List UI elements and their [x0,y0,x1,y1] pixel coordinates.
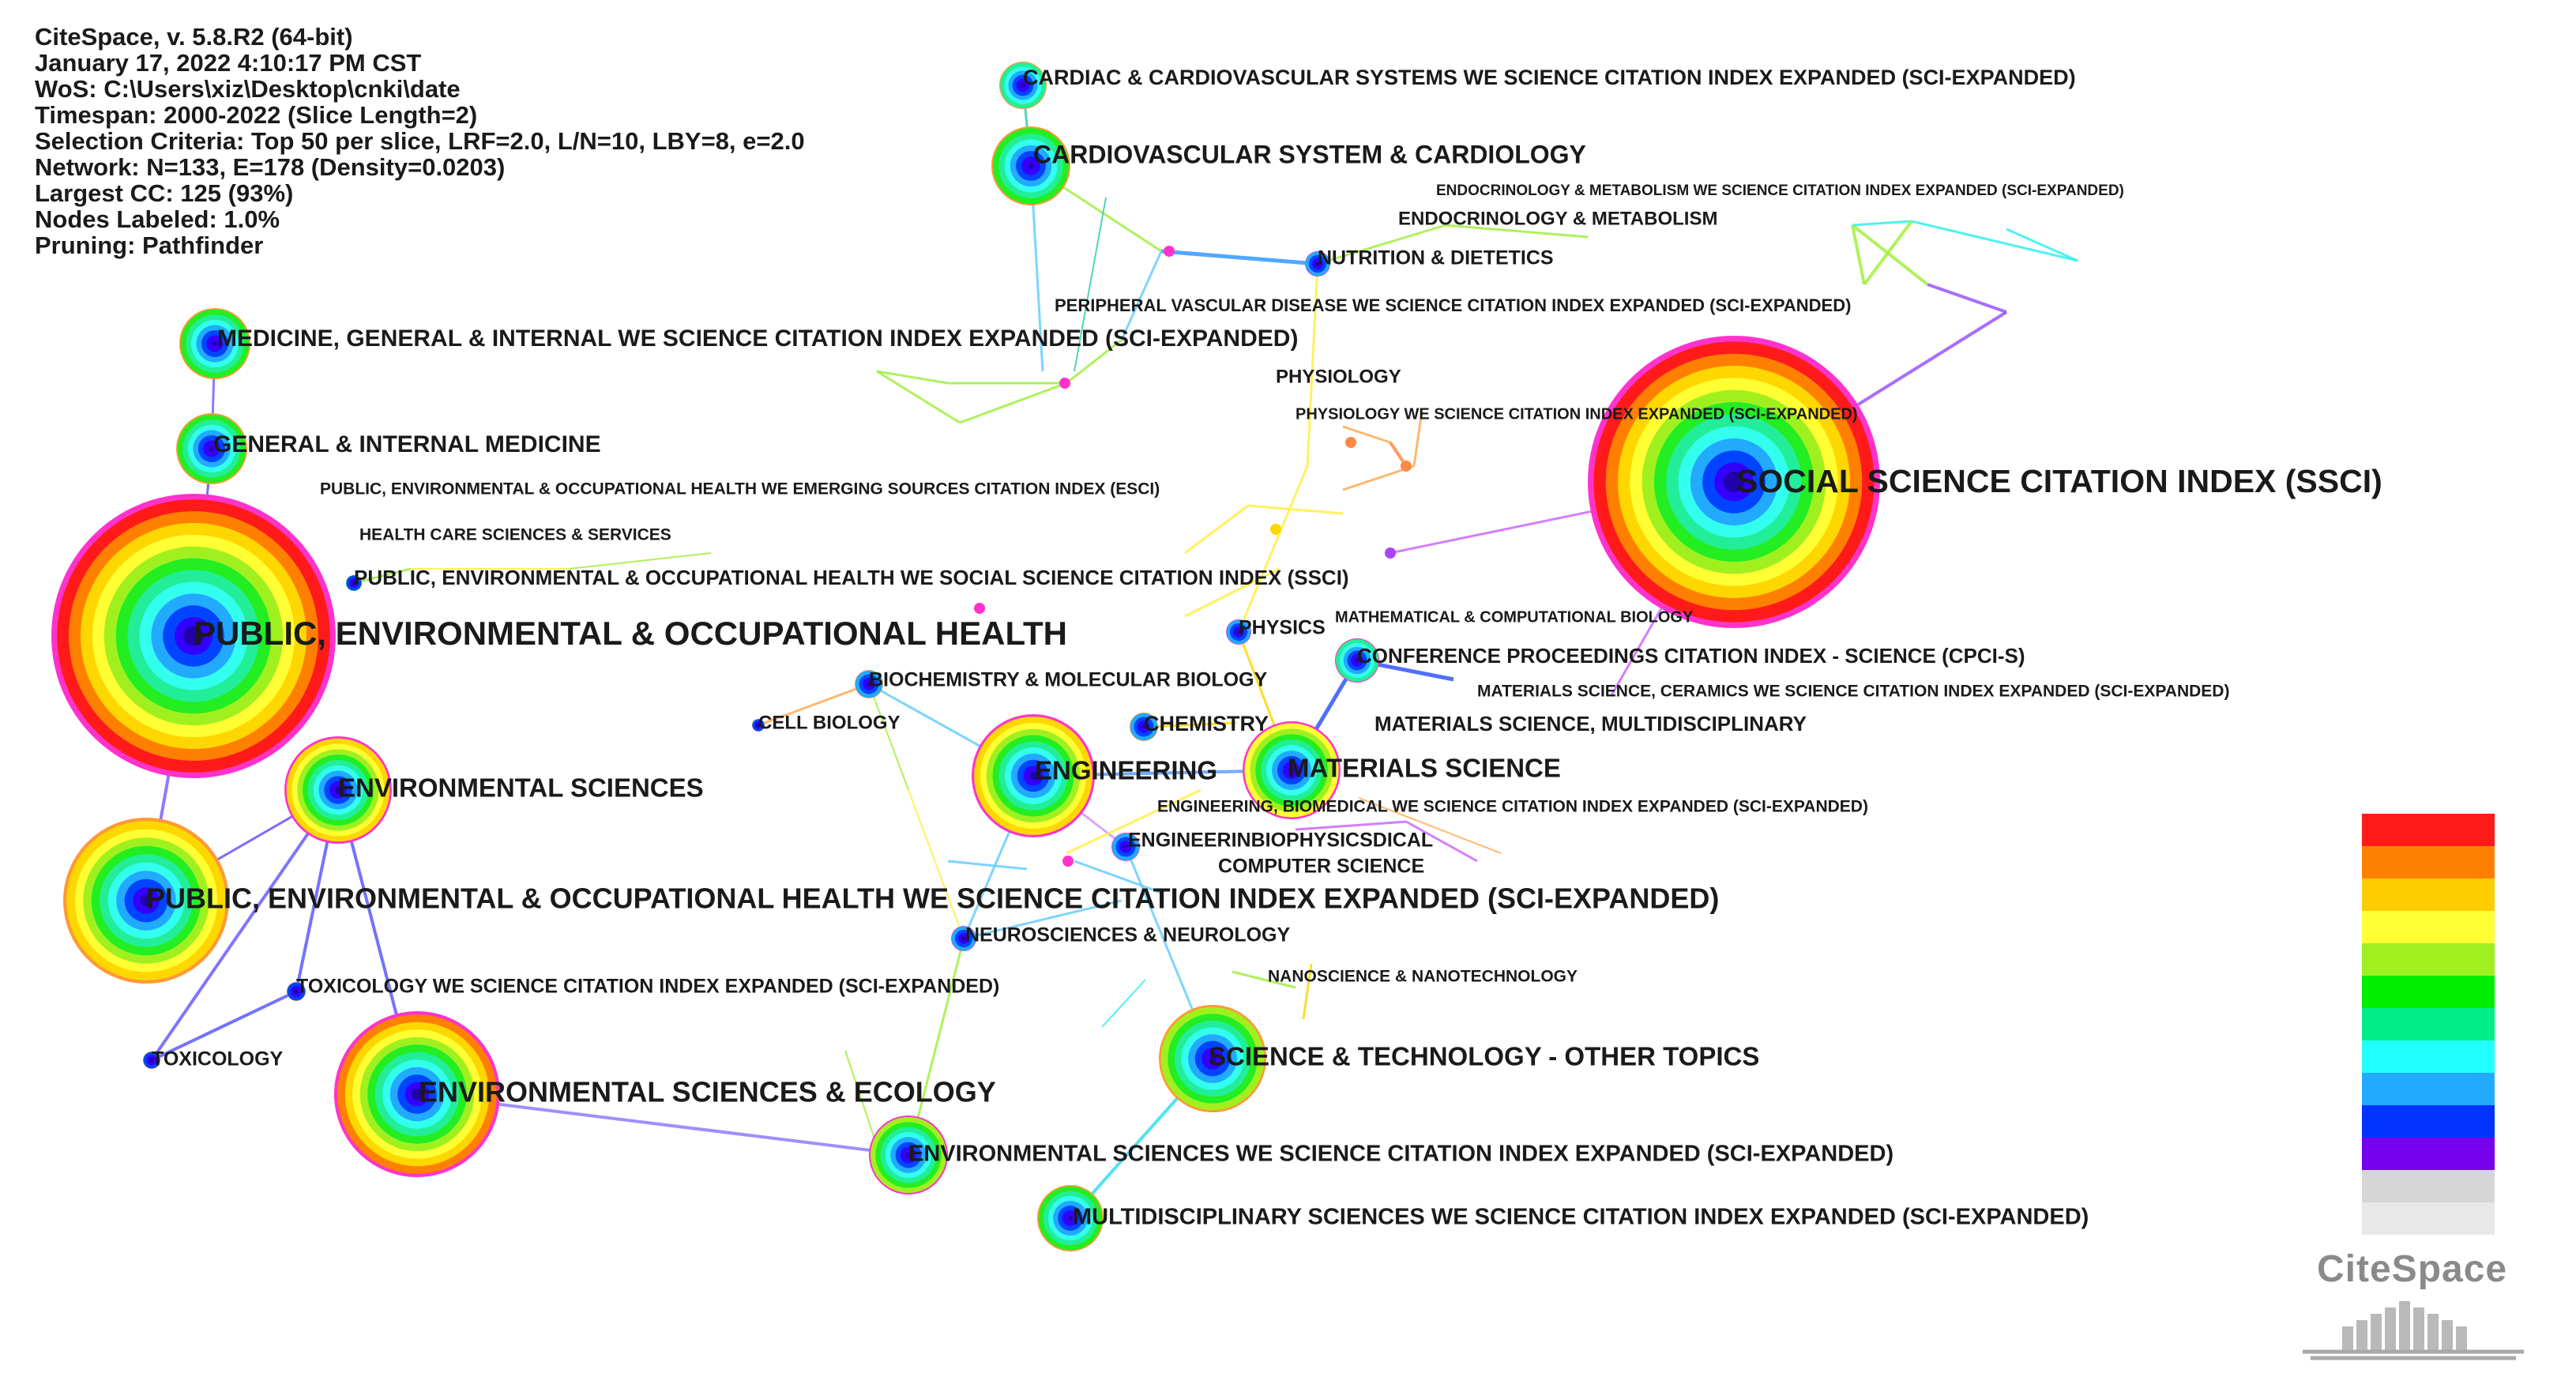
legend-swatch [2362,1170,2495,1202]
legend-swatch [2362,1073,2495,1105]
node-label-physiol: PHYSIOLOGY [1276,366,1401,388]
node-label-cvsc: CARDIOVASCULAR SYSTEM & CARDIOLOGY [1033,140,1586,169]
node-label-tox_sci: TOXICOLOGY WE SCIENCE CITATION INDEX EXPANDED (SCI-EXPANDED) [296,975,1000,998]
legend-swatch [2362,1105,2495,1138]
network-edge [1307,264,1318,466]
node-label-eng_bio: ENGINEERING, BIOMEDICAL WE SCIENCE CITATION INDEX EXPANDED (SCI-EXPANDED) [1157,797,1868,816]
legend-swatch [2362,846,2495,878]
node-label-cell: CELL BIOLOGY [758,712,901,734]
network-edge [2006,229,2078,261]
info-line: Nodes Labeled: 1.0% [35,205,280,233]
network-edge [960,383,1066,423]
node-label-chem: CHEMISTRY [1144,712,1269,736]
minor-node [1062,856,1074,867]
node-label-nano: NANOSCIENCE & NANOTECHNOLOGY [1268,967,1578,986]
logo-books-icon [2295,1293,2532,1364]
node-label-tox: TOXICOLOGY [152,1048,284,1070]
network-edge [1185,506,1248,553]
node-label-med_sci: MEDICINE, GENERAL & INTERNAL WE SCIENCE CITATION INDEX EXPANDED (SCI-EXPANDED) [217,325,1299,352]
network-edge [1248,506,1343,514]
network-edge [908,790,964,939]
node-label-phd_ssci: PUBLIC, ENVIRONMENTAL & OCCUPATIONAL HEALTH WE SOCIAL SCIENCE CITATION INDEX (SSCI) [354,565,1349,589]
node-label-cardiac: CARDIAC & CARDIOVASCULAR SYSTEMS WE SCIENCE CITATION INDEX EXPANDED (SCI-EXPANDED) [1023,66,2076,90]
node-label-es_sci: ENVIRONMENTAL SCIENCES WE SCIENCE CITATION INDEX EXPANDED (SCI-EXPANDED) [908,1141,1894,1167]
network-edge [869,684,908,790]
node-label-cpci: CONFERENCE PROCEEDINGS CITATION INDEX - SCIENCE (CPCI-S) [1357,643,2025,668]
node-label-engbio2: ENGINEERINBIOPHYSICSDICAL [1128,829,1434,852]
info-line: Pruning: Pathfinder [35,231,264,259]
node-label-msm: MATERIALS SCIENCE, MULTIDISCIPLINARY [1374,711,1807,736]
network-edge [1161,251,1318,264]
node-label-ssci: SOCIAL SCIENCE CITATION INDEX (SSCI) [1736,462,2382,499]
node-label-hcss: HEALTH CARE SCIENCES & SERVICES [359,525,671,544]
node-label-es: ENVIRONMENTAL SCIENCES [338,773,704,803]
info-line: Selection Criteria: Top 50 per slice, LRF=2.0, L/N=10, LBY=8, e=2.0 [35,127,805,155]
minor-node [1270,524,1281,535]
minor-node [1401,461,1412,472]
node-label-phd: PUBLIC, ENVIRONMENTAL & OCCUPATIONAL HEALTH [194,615,1067,653]
node-label-phd_sci: PUBLIC, ENVIRONMENTAL & OCCUPATIONAL HEALTH WE SCIENCE CITATION INDEX EXPANDED (SCI-EXPANDED) [146,882,1720,915]
legend-swatch [2362,1138,2495,1170]
legend-swatch [2362,976,2495,1008]
node-label-endo_sci: ENDOCRINOLOGY & METABOLISM WE SCIENCE CITATION INDEX EXPANDED (SCI-EXPANDED) [1436,182,2124,200]
node-label-mcb: MATHEMATICAL & COMPUTATIONAL BIOLOGY [1335,608,1694,626]
node-label-pvd_sci: PERIPHERAL VASCULAR DISEASE WE SCIENCE CITATION INDEX EXPANDED (SCI-EXPANDED) [1055,295,1852,315]
minor-node [974,603,985,614]
citespace-logo [2295,1244,2532,1371]
network-edge [1864,221,1912,284]
legend-swatch [2362,1008,2495,1040]
legend-swatch [2362,878,2495,911]
network-edge [1912,221,2078,261]
legend-swatch [2362,1202,2495,1235]
legend-swatch [2362,943,2495,976]
minor-node [1385,547,1396,559]
info-line: January 17, 2022 4:10:17 PM CST [35,49,422,77]
node-label-biochem: BIOCHEMISTRY & MOLECULAR BIOLOGY [869,668,1268,691]
minor-node [1345,437,1356,448]
network-edge [1239,466,1307,632]
node-label-msc_sci: MATERIALS SCIENCE, CERAMICS WE SCIENCE CITATION INDEX EXPANDED (SCI-EXPANDED) [1477,682,2230,701]
node-label-ms: MATERIALS SCIENCE [1288,753,1561,783]
node-label-gim: GENERAL & INTERNAL MEDICINE [213,431,601,457]
node-label-neuro: NEUROSCIENCES & NEUROLOGY [965,924,1291,946]
node-label-physics: PHYSICS [1239,616,1326,639]
node-label-sto: SCIENCE & TECHNOLOGY - OTHER TOPICS [1209,1041,1760,1071]
info-line: Largest CC: 125 (93%) [35,179,294,207]
node-label-phd_esci: PUBLIC, ENVIRONMENTAL & OCCUPATIONAL HEALTH WE EMERGING SOURCES CITATION INDEX (ESCI) [320,480,1160,499]
minor-node [1164,246,1175,257]
logo-text: CiteSpace [2317,1248,2508,1290]
node-label-eng: ENGINEERING [1035,755,1218,785]
node-label-endo: ENDOCRINOLOGY & METABOLISM [1398,208,1718,230]
node-label-multi: MULTIDISCIPLINARY SCIENCES WE SCIENCE CITATION INDEX EXPANDED (SCI-EXPANDED) [1073,1204,2089,1230]
network-edge [1927,284,2006,312]
legend-swatch [2362,814,2495,846]
node-label-physiol_sci: PHYSIOLOGY WE SCIENCE CITATION INDEX EXPANDED (SCI-EXPANDED) [1296,405,1858,423]
info-line: Timespan: 2000-2022 (Slice Length=2) [35,101,478,129]
legend-swatch [2362,911,2495,943]
info-line: Network: N=133, E=178 (Density=0.0203) [35,153,506,181]
legend-swatch [2362,1040,2495,1073]
node-label-nutri: NUTRITION & DIETETICS [1318,246,1554,269]
network-edge [1852,221,1912,225]
node-label-ese: ENVIRONMENTAL SCIENCES & ECOLOGY [419,1075,996,1108]
node-label-cs: COMPUTER SCIENCE [1218,855,1425,878]
color-timeline-legend [2362,814,2495,1235]
info-line: CiteSpace, v. 5.8.R2 (64-bit) [35,23,353,51]
network-edge [1296,822,1406,830]
network-edge [1102,980,1145,1027]
minor-node [1059,378,1070,389]
network-edge [948,861,1027,869]
info-line: WoS: C:\Users\xiz\Desktop\cnki\date [35,75,461,103]
